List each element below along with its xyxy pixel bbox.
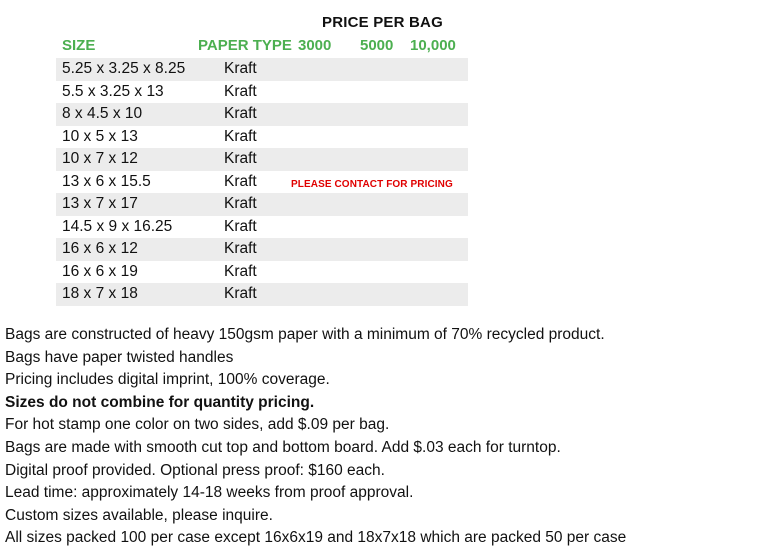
- note-line: Bags are made with smooth cut top and bottom board. Add $.03 each for turntop.: [5, 438, 561, 456]
- note-line: For hot stamp one color on two sides, add $.09 per bag.: [5, 416, 390, 434]
- note-line: Lead time: approximately 14-18 weeks from proof approval.: [5, 484, 414, 502]
- qty-3000-column-header: 3000: [298, 37, 332, 54]
- contact-for-pricing-notice: PLEASE CONTACT FOR PRICING: [291, 179, 453, 190]
- paper-cell: Kraft: [224, 262, 257, 280]
- note-line: All sizes packed 100 per case except 16x6x19 and 18x7x18 which are packed 50 per case: [5, 529, 627, 547]
- size-cell: 13 x 6 x 15.5: [62, 172, 151, 190]
- table-row: [56, 193, 468, 216]
- table-row: [56, 283, 468, 306]
- size-cell: 14.5 x 9 x 16.25: [62, 217, 173, 235]
- paper-cell: Kraft: [224, 217, 257, 235]
- note-line-emphasis: Sizes do not combine for quantity pricing.: [5, 393, 315, 411]
- size-cell: 16 x 6 x 19: [62, 262, 138, 280]
- note-line: Bags have paper twisted handles: [5, 348, 234, 366]
- note-line: Custom sizes available, please inquire.: [5, 506, 273, 524]
- paper-cell: Kraft: [224, 127, 257, 145]
- qty-10000-column-header: 10,000: [410, 37, 456, 54]
- table-row: [56, 58, 468, 81]
- table-row: [56, 81, 468, 104]
- paper-cell: Kraft: [224, 240, 257, 257]
- table-row: [56, 238, 468, 261]
- paper-type-column-header: PAPER TYPE: [198, 37, 292, 54]
- size-cell: 16 x 6 x 12: [62, 240, 138, 257]
- table-row: [56, 148, 468, 171]
- table-row: [56, 216, 468, 239]
- size-cell: 5.25 x 3.25 x 8.25: [62, 60, 186, 77]
- table-row: [56, 103, 468, 126]
- size-column-header: SIZE: [62, 37, 96, 54]
- product-notes: [5, 325, 775, 551]
- size-cell: 10 x 7 x 12: [62, 150, 138, 167]
- size-cell: 18 x 7 x 18: [62, 285, 138, 302]
- size-cell: 8 x 4.5 x 10: [62, 105, 143, 122]
- size-cell: 13 x 7 x 17: [62, 195, 138, 212]
- paper-cell: Kraft: [224, 150, 257, 167]
- paper-cell: Kraft: [224, 60, 257, 77]
- paper-cell: Kraft: [224, 285, 257, 302]
- note-line: Pricing includes digital imprint, 100% coverage.: [5, 371, 330, 389]
- paper-cell: Kraft: [224, 82, 257, 100]
- size-cell: 10 x 5 x 13: [62, 127, 138, 145]
- size-cell: 5.5 x 3.25 x 13: [62, 82, 164, 100]
- table-row: [56, 261, 468, 284]
- qty-5000-column-header: 5000: [360, 37, 394, 54]
- paper-cell: Kraft: [224, 195, 257, 212]
- note-line: Bags are constructed of heavy 150gsm paper with a minimum of 70% recycled product.: [5, 326, 605, 343]
- price-per-bag-heading: PRICE PER BAG: [322, 14, 443, 31]
- paper-cell: Kraft: [224, 105, 257, 122]
- note-line: Digital proof provided. Optional press proof: $160 each.: [5, 461, 385, 479]
- paper-cell: Kraft: [224, 172, 257, 190]
- table-row: [56, 126, 468, 149]
